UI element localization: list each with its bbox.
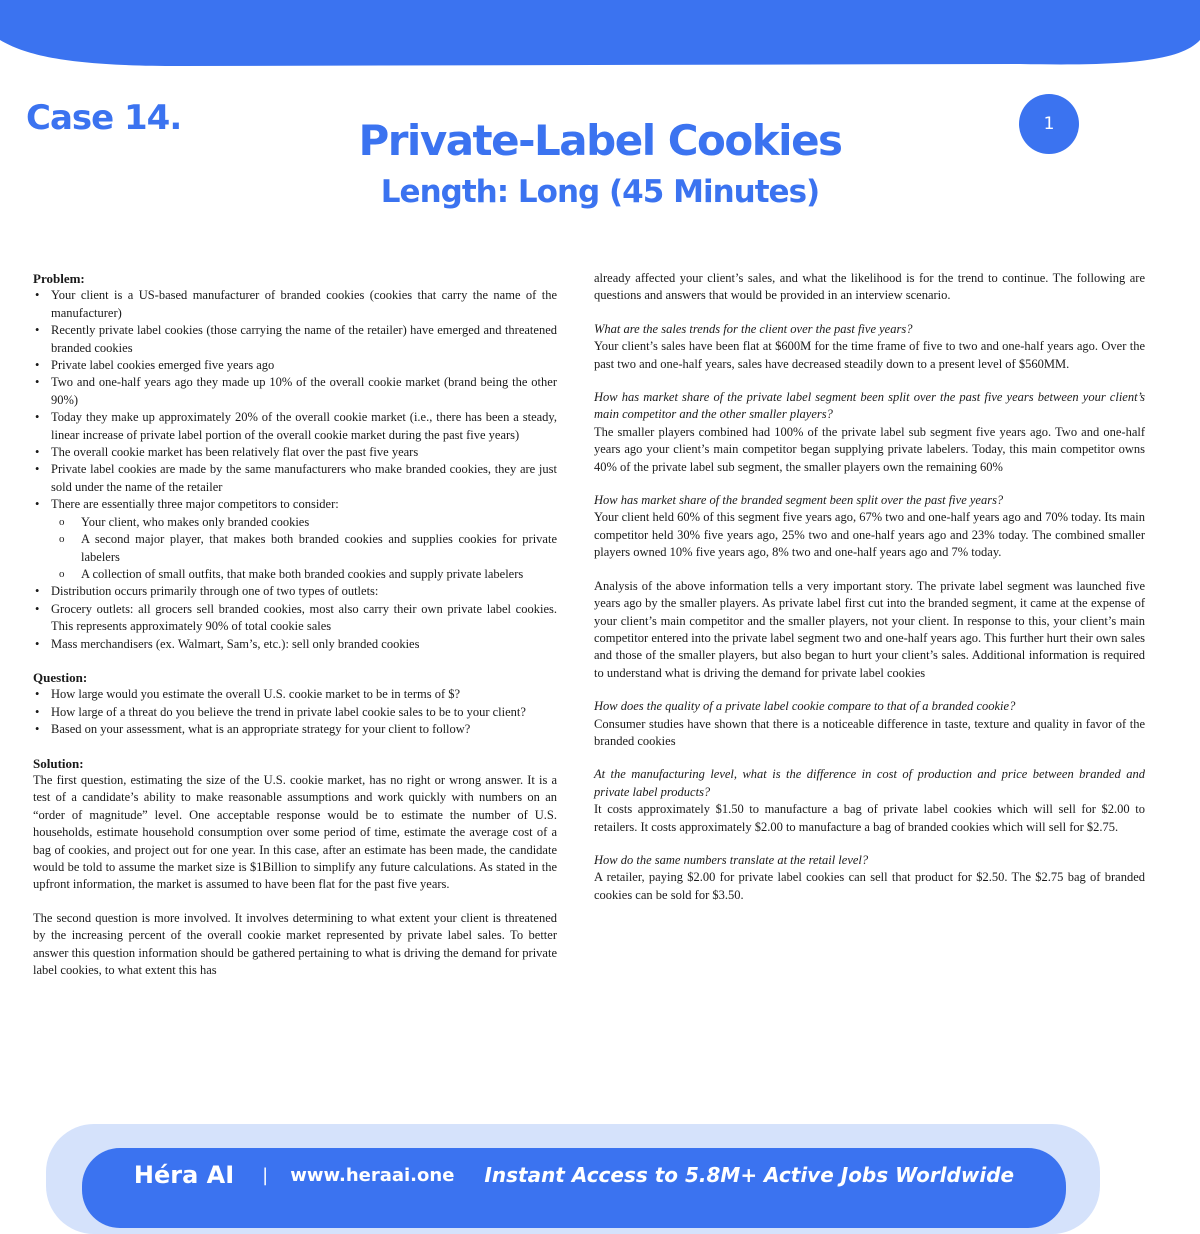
solution-heading: Solution: [33,755,84,771]
competitor-item: o A collection of small outfits, that make both branded cookies and supply private labelers [81,566,557,583]
problem-item: • Mass merchandisers (ex. Walmart, Sam’s, etc.): sell only branded cookies [51,636,557,653]
interview-answer: It costs approximately $1.50 to manufacture a bag of private label cookies which will sell for $2.00 to retailers. It costs approximately $2.00 to manufacture a bag of branded cookies which will sell for $2.75. [594,802,1145,834]
problem-item: • There are essentially three major competitors to consider: [51,496,557,513]
case-label: Case 14. [26,98,182,138]
distribution-list [33,583,557,653]
interview-question: How has market share of the private label segment been split over the past five years between your client’s main competitor and the other smaller players? [594,390,1145,422]
solution-paragraph: The first question, estimating the size of the U.S. cookie market, has no right or wrong answer. It is a test of a candidate’s ability to make reasonable assumptions and work quickly with numbers on an “order of magnitude” level. One acceptable response would be to estimate the number of U.S. households, estimate household consumption over some period of time, estimate the average cost of a bag of cookies, and project out for one year. In this case, after an estimate has been made, the candidate would be told to assume the market size is $1Billion to simplify any future calculations. As stated in the upfront information, the market is assumed to have been flat for the past five years. [33,772,557,892]
interview-question: What are the sales trends for the client over the past five years? [594,321,913,336]
right-column [594,270,1145,904]
problem-item: • Recently private label cookies (those carrying the name of the retailer) have emerged and threatened branded cookies [51,322,557,357]
problem-item: • Private label cookies are made by the same manufacturers who make branded cookies, they are just sold under the name of the retailer [51,461,557,496]
page-number: 1 [1043,114,1055,134]
question-list [33,686,557,738]
problem-item: • Grocery outlets: all grocers sell branded cookies, most also carry their own private label cookies. This represents approximately 90% of total cookie sales [51,601,557,636]
interview-question: How does the quality of a private label cookie compare to that of a branded cookie? [594,699,1016,714]
question-item: • How large would you estimate the overall U.S. cookie market to be in terms of $? [51,686,557,703]
competitor-item: o Your client, who makes only branded cookies [81,514,557,531]
interview-answer: Your client held 60% of this segment five years ago, 67% two and one-half years ago and 70% today. Its main competitor held 30% five years ago, 25% two and one-half years ago and 23% today. The combined smaller players owned 10% five years ago, 8% two and one-half years ago and 7% today. [594,510,1145,560]
interview-answer: A retailer, paying $2.00 for private label cookies can sell that product for $2.50. The $2.75 bag of branded cookies can be sold for $3.50. [594,870,1145,902]
problem-item: • The overall cookie market has been relatively flat over the past five years [51,444,557,461]
top-wave-banner [0,0,1200,80]
problem-item: • Private label cookies emerged five years ago [51,357,557,374]
problem-item: • Two and one-half years ago they made up 10% of the overall cookie market (brand being the other 90%) [51,374,557,409]
analysis-paragraph: Analysis of the above information tells a very important story. The private label segment was launched five years ago by the smaller players. As private label first cut into the branded segment, it came at the expense of your client’s main competitor and the smaller players, not your client. In response to this, your client’s main competitor entered into the private label segment two and one-half years ago. This further hurt their own sales and those of the smaller players, but also began to hurt your client’s sales. Additional information is required to understand what is driving the demand for private label cookies [594,578,1145,680]
brand-name: Héra AI [133,1161,235,1189]
interview-question: How do the same numbers translate at the retail level? [594,852,869,867]
intro-paragraph: already affected your client’s sales, and what the likelihood is for the trend to continue. The following are questions and answers that would be provided in an interview scenario. [594,271,1145,303]
interview-answer: Your client’s sales have been flat at $600M for the time frame of five to two and one-half years ago. Over the past two and one-half years, sales have decreased steadily down to a present level of $560MM. [594,339,1145,371]
page-title: Private-Label Cookies [358,116,842,165]
interview-question: How has market share of the branded segment been split over the past five years? [594,493,1004,508]
question-item: • How large of a threat do you believe the trend in private label cookie sales to be to your client? [51,704,557,721]
footer-content [82,1160,1066,1190]
question-heading: Question: [33,669,88,685]
interview-answer: Consumer studies have shown that there is a noticeable difference in taste, texture and quality in favor of the branded cookies [594,716,1145,748]
competitor-item: o A second major player, that makes both branded cookies and supplies cookies for private labelers [81,531,557,566]
solution-paragraph: The second question is more involved. It involves determining to what extent your client is threatened by the increasing percent of the overall cookie market represented by private label sales. To better answer this question information should be gathered pertaining to what is driving the demand for private label cookies, to what extent this has [33,910,557,978]
website-link[interactable]: www.heraai.one [290,1164,455,1186]
footer-tagline: Instant Access to 5.8M+ Active Jobs Worldwide [484,1163,1015,1187]
problem-item: • Your client is a US-based manufacturer of branded cookies (cookies that carry the name of the manufacturer) [51,287,557,322]
page-subtitle: Length: Long (45 Minutes) [380,174,820,210]
question-item: • Based on your assessment, what is an appropriate strategy for your client to follow? [51,721,557,738]
problem-heading: Problem: [33,271,85,286]
problem-list [33,287,557,513]
problem-item: • Today they make up approximately 20% of the overall cookie market (i.e., there has been a steady, linear increase of private label portion of the overall cookie market during the past five years) [51,409,557,444]
competitor-list [33,514,557,584]
left-column [33,270,557,979]
interview-question: At the manufacturing level, what is the difference in cost of production and price between branded and private label products? [594,767,1145,799]
footer-separator: | [262,1164,269,1186]
problem-item: • Distribution occurs primarily through one of two types of outlets: [51,583,557,600]
interview-answer: The smaller players combined had 100% of the private label sub segment five years ago. Two and one-half years ago your client’s main competitor began supplying private labelers. Today, this main competitor owns 40% of the private label sub segment, the smaller players own the remaining 60% [594,424,1145,474]
